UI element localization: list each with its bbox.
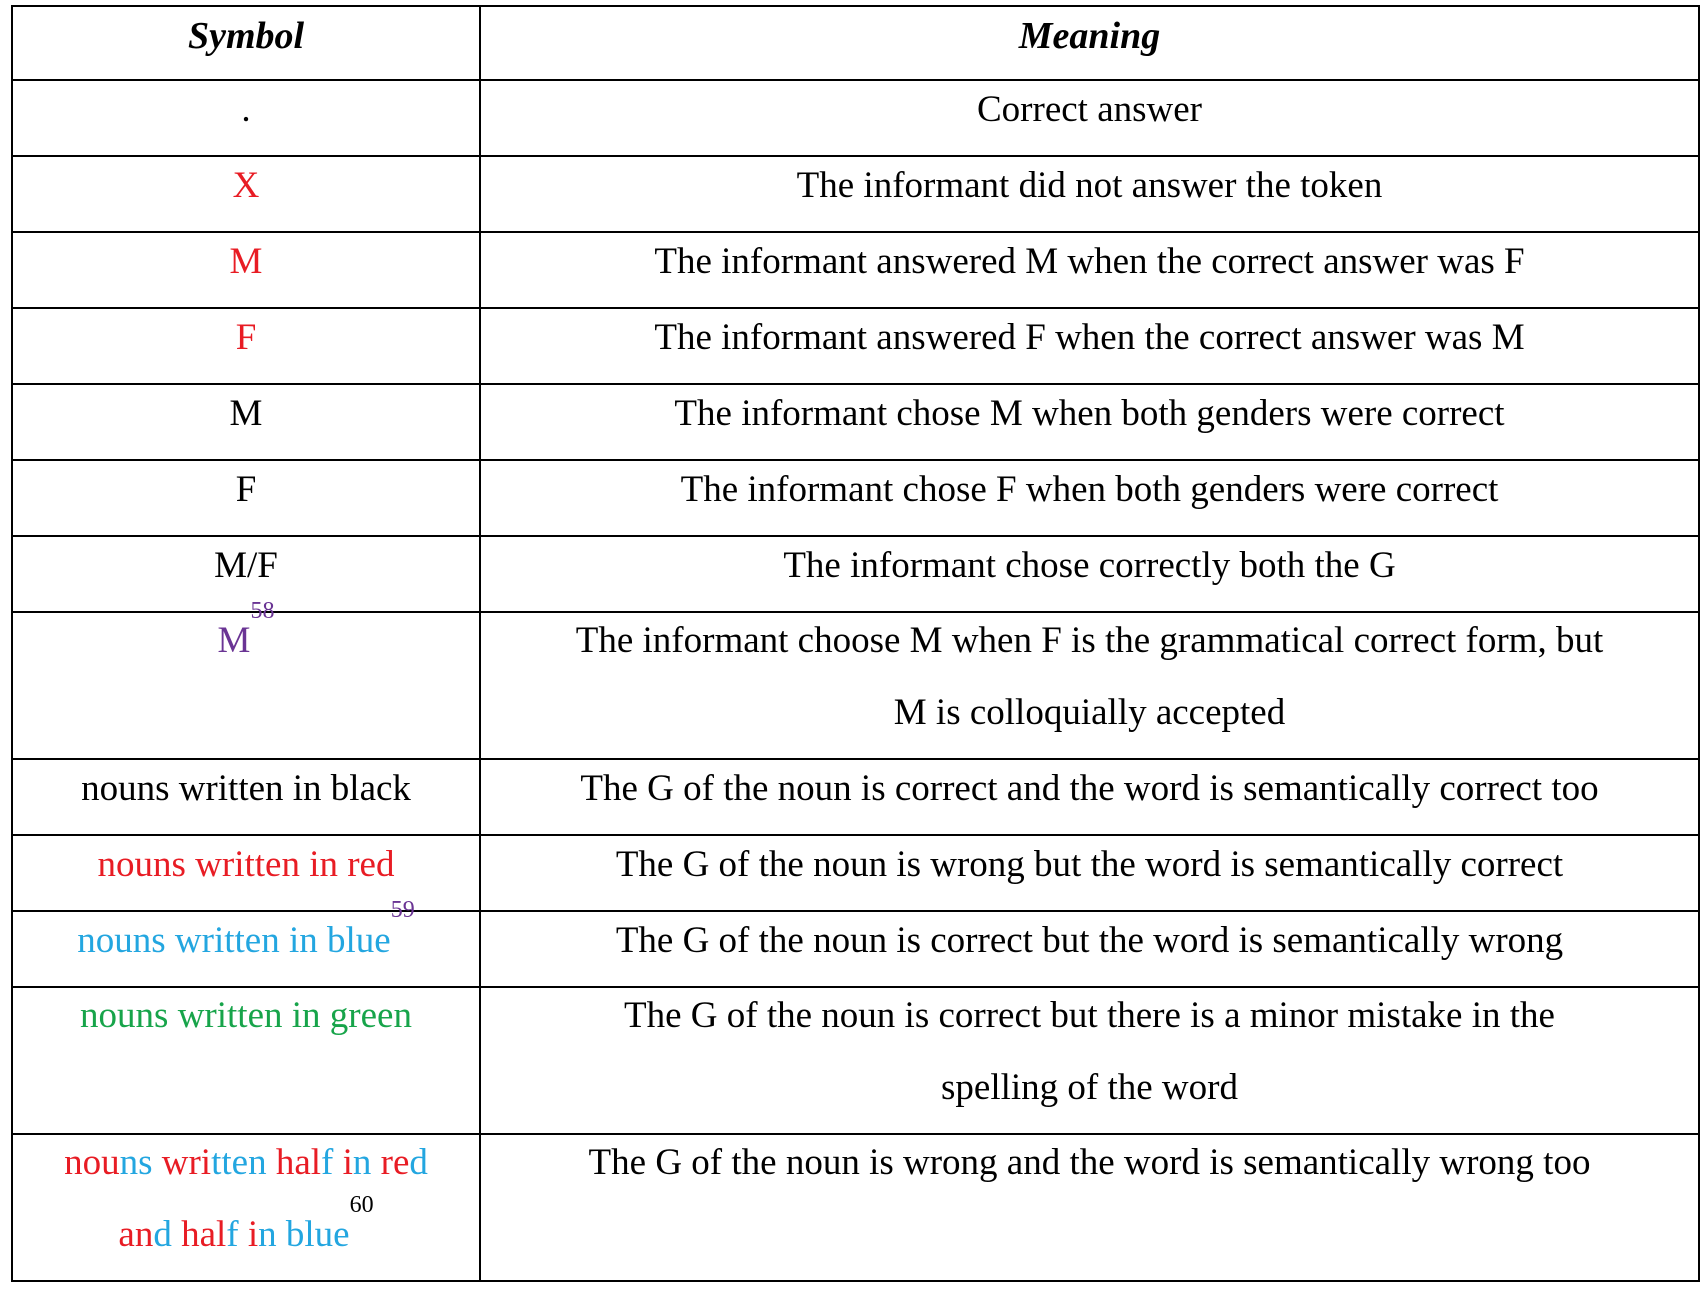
symbol-text xyxy=(19,1127,473,1271)
table-row xyxy=(12,1134,1699,1281)
meaning-cell xyxy=(480,987,1699,1134)
symbol-cell xyxy=(12,759,480,835)
symbol-cell xyxy=(12,384,480,460)
table-row xyxy=(12,460,1699,536)
meaning-cell xyxy=(480,460,1699,536)
symbol-text: F xyxy=(235,317,257,358)
meaning-text: The G of the noun is wrong but the word is semantically correct xyxy=(615,844,1564,885)
table-row xyxy=(12,835,1699,911)
symbol-segment: n xyxy=(352,1142,381,1183)
meaning-cell xyxy=(480,612,1699,759)
symbol-text xyxy=(217,598,275,661)
symbol-segment: hal xyxy=(275,1142,322,1183)
meaning-cell xyxy=(480,156,1699,232)
symbol-segment: d xyxy=(153,1214,182,1255)
table-row xyxy=(12,987,1699,1134)
symbol-text: nouns written in black xyxy=(81,768,411,809)
symbol-cell xyxy=(12,232,480,308)
symbol-text: M xyxy=(229,393,263,434)
symbol-segment: i xyxy=(342,1142,353,1183)
symbol-line-1 xyxy=(64,1142,428,1183)
symbol-segment: ns xyxy=(119,1142,162,1183)
symbol-cell xyxy=(12,897,480,987)
symbol-text: F xyxy=(235,469,257,510)
meaning-line-1: The informant choose M when F is the grammatical correct form, but xyxy=(575,620,1604,661)
symbol-cell xyxy=(12,987,480,1134)
symbol-main: nouns written in blue xyxy=(77,920,391,961)
meaning-text: The informant answered F when the correct answer was M xyxy=(654,317,1525,358)
symbol-legend-table xyxy=(11,5,1700,1282)
table-row xyxy=(12,308,1699,384)
symbol-segment: re xyxy=(380,1142,410,1183)
symbol-cell xyxy=(12,460,480,536)
meaning-column-header: Meaning xyxy=(480,6,1699,80)
symbol-segment: i xyxy=(247,1214,259,1255)
symbol-segment: hal xyxy=(181,1214,227,1255)
symbol-main: M xyxy=(217,620,251,661)
symbol-text: X xyxy=(232,165,260,206)
symbol-text: nouns written in red xyxy=(97,844,395,885)
meaning-text: The G of the noun is correct but the word is semantically wrong xyxy=(615,920,1564,961)
footnote-marker: 58 xyxy=(250,598,275,624)
meaning-text: The informant chose M when both genders were correct xyxy=(674,393,1505,434)
meaning-text: The informant chose correctly both the G xyxy=(783,545,1396,586)
meaning-cell xyxy=(480,911,1699,987)
symbol-cell xyxy=(12,1134,480,1281)
header-row xyxy=(12,6,1699,80)
table-row xyxy=(12,911,1699,987)
meaning-text: Correct answer xyxy=(977,89,1202,130)
table-row xyxy=(12,232,1699,308)
meaning-text: The G of the noun is correct and the word is semantically correct too xyxy=(580,768,1599,809)
meaning-text: The informant chose F when both genders were correct xyxy=(680,469,1499,510)
meaning-cell xyxy=(480,384,1699,460)
symbol-cell xyxy=(12,536,480,612)
symbol-segment: wri xyxy=(161,1142,212,1183)
symbol-line-2 xyxy=(118,1192,374,1255)
symbol-segment: f xyxy=(226,1214,248,1255)
symbol-cell xyxy=(12,156,480,232)
footnote-marker: 60 xyxy=(349,1192,374,1218)
symbol-segment: tten xyxy=(211,1142,276,1183)
symbol-segment: n xyxy=(258,1214,286,1255)
table-row xyxy=(12,612,1699,759)
meaning-text: The G of the noun is wrong and the word is semantically wrong too xyxy=(588,1142,1591,1183)
symbol-text xyxy=(77,897,415,961)
meaning-cell xyxy=(480,1134,1699,1281)
meaning-line-2: M is colloquially accepted xyxy=(893,692,1286,733)
meaning-line-1: The G of the noun is correct but there is a minor mistake in the xyxy=(624,995,1555,1036)
table-row xyxy=(12,759,1699,835)
symbol-text: nouns written in green xyxy=(80,995,412,1036)
symbol-cell xyxy=(12,80,480,156)
meaning-text: The informant did not answer the token xyxy=(796,165,1383,206)
symbol-line-2-segments xyxy=(118,1214,349,1255)
symbol-segment: f xyxy=(321,1142,343,1183)
symbol-cell xyxy=(12,308,480,384)
meaning-cell xyxy=(480,80,1699,156)
footnote-marker: 59 xyxy=(390,897,415,923)
symbol-segment: blue xyxy=(285,1214,350,1255)
table-row xyxy=(12,80,1699,156)
meaning-text xyxy=(487,605,1692,749)
symbol-column-header: Symbol xyxy=(12,6,480,80)
symbol-text: . xyxy=(241,89,251,130)
meaning-cell xyxy=(480,835,1699,911)
meaning-line-2: spelling of the word xyxy=(941,1067,1238,1108)
symbol-segment: nou xyxy=(64,1142,120,1183)
meaning-cell xyxy=(480,232,1699,308)
symbol-text: M/F xyxy=(214,545,278,586)
symbol-segment: an xyxy=(118,1214,154,1255)
meaning-text: The informant answered M when the correct answer was F xyxy=(654,241,1525,282)
symbol-text: M xyxy=(229,241,263,282)
table-row xyxy=(12,156,1699,232)
symbol-cell xyxy=(12,598,480,759)
symbol-segment: d xyxy=(409,1142,428,1183)
table-row xyxy=(12,384,1699,460)
meaning-text xyxy=(487,980,1692,1124)
meaning-cell xyxy=(480,308,1699,384)
meaning-cell xyxy=(480,759,1699,835)
meaning-cell xyxy=(480,536,1699,612)
